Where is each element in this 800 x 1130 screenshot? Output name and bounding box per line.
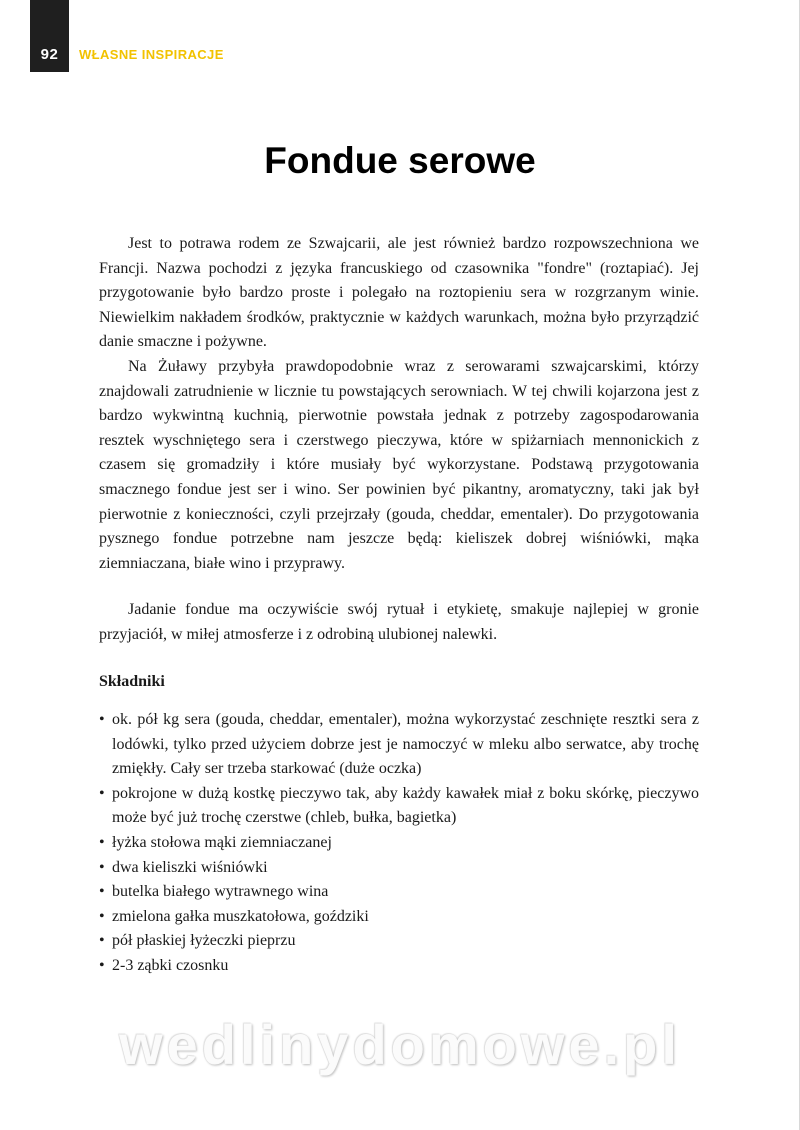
list-item [99,880,699,905]
ingredient-text: pół płaskiej łyżeczki pieprzu [112,932,296,950]
bullet-icon: • [99,957,105,975]
bullet-icon: • [99,711,105,729]
bullet-icon: • [99,932,105,950]
ingredients-heading: Składniki [99,672,165,690]
page-number: 92 [40,46,59,63]
paragraph-intro: Jest to potrawa rodem ze Szwajcarii, ale jest również bardzo rozpowszechniona we Francji. Nazwa pochodzi z języka francuskiego od czasownika "fondre" (roztapiać). Jej przygotowanie było bardzo proste i polegało na roztopieniu sera w rozgrzanym winie. Niewielkim nakładem środków, praktycznie w każdych warunkach, można było przyrządzić danie smaczne i pożywne. [99,235,699,351]
list-item [99,954,699,979]
list-item [99,856,699,881]
paragraph-history: Na Żuławy przybyła prawdopodobnie wraz z serowarami szwajcarskimi, którzy znajdowali zatrudnienie w licznie tu powstających serowniach. W tej chwili kojarzona jest z bardzo wykwintną kuchnią, pierwotnie powstała jednak z potrzeby zagospodarowania resztek wyschniętego sera i czerstwego pieczywa, które w spiżarniach mennonickich z czasem się gromadziły i które musiały być wykorzystane. Podstawą przygotowania smacznego fondue jest ser i wino. Ser powinien być pikantny, aromatyczny, taki jak był pierwotnie z konieczności, czyli przejrzały (gouda, cheddar, ementaler). Do przygotowania pysznego fondue potrzebne nam jeszcze będą: kieliszek dobrej wiśniówki, mąka ziemniaczana, białe wino i przyprawy. [99,357,699,572]
ingredient-text: butelka białego wytrawnego wina [112,883,329,901]
list-item [99,905,699,930]
list-item [99,929,699,954]
bullet-icon: • [99,907,105,925]
article-title: Fondue serowe [264,140,536,181]
bullet-icon: • [99,834,105,852]
ingredient-text: zmielona gałka muszkatołowa, goździki [112,907,369,925]
bullet-icon: • [99,784,105,802]
bullet-icon: • [99,858,105,876]
ingredient-text: ok. pół kg sera (gouda, cheddar, ementaler), można wykorzystać zeschnięte resztki sera z lodówki, tylko przed użyciem dobrze jest je namoczyć w mleku albo serwatce, aby trochę zmiękły. Cały ser trzeba starkować (duże oczka) [112,711,699,778]
list-item [99,708,699,782]
ingredient-text: łyżka stołowa mąki ziemniaczanej [112,834,332,852]
ingredient-text: pokrojone w dużą kostkę pieczywo tak, aby każdy kawałek miał z boku skórkę, pieczywo może być już trochę czerstwe (chleb, bułka, bagietka) [112,784,699,827]
ingredients-list [99,708,699,979]
ingredient-text: 2-3 ząbki czosnku [112,957,229,975]
section-label: WŁASNE INSPIRACJE [79,47,224,62]
list-item [99,831,699,856]
list-item [99,782,699,831]
ingredient-text: dwa kieliszki wiśniówki [112,858,268,876]
watermark: wedlinydomowe.pl [119,1013,681,1076]
article-body [99,232,699,979]
header-bar [30,0,69,72]
bullet-icon: • [99,883,105,901]
paragraph-ritual: Jadanie fondue ma oczywiście swój rytuał i etykietę, smakuje najlepiej w gronie przyjaciół, w miłej atmosferze i z odrobiną ulubionej nalewki. [99,601,699,643]
